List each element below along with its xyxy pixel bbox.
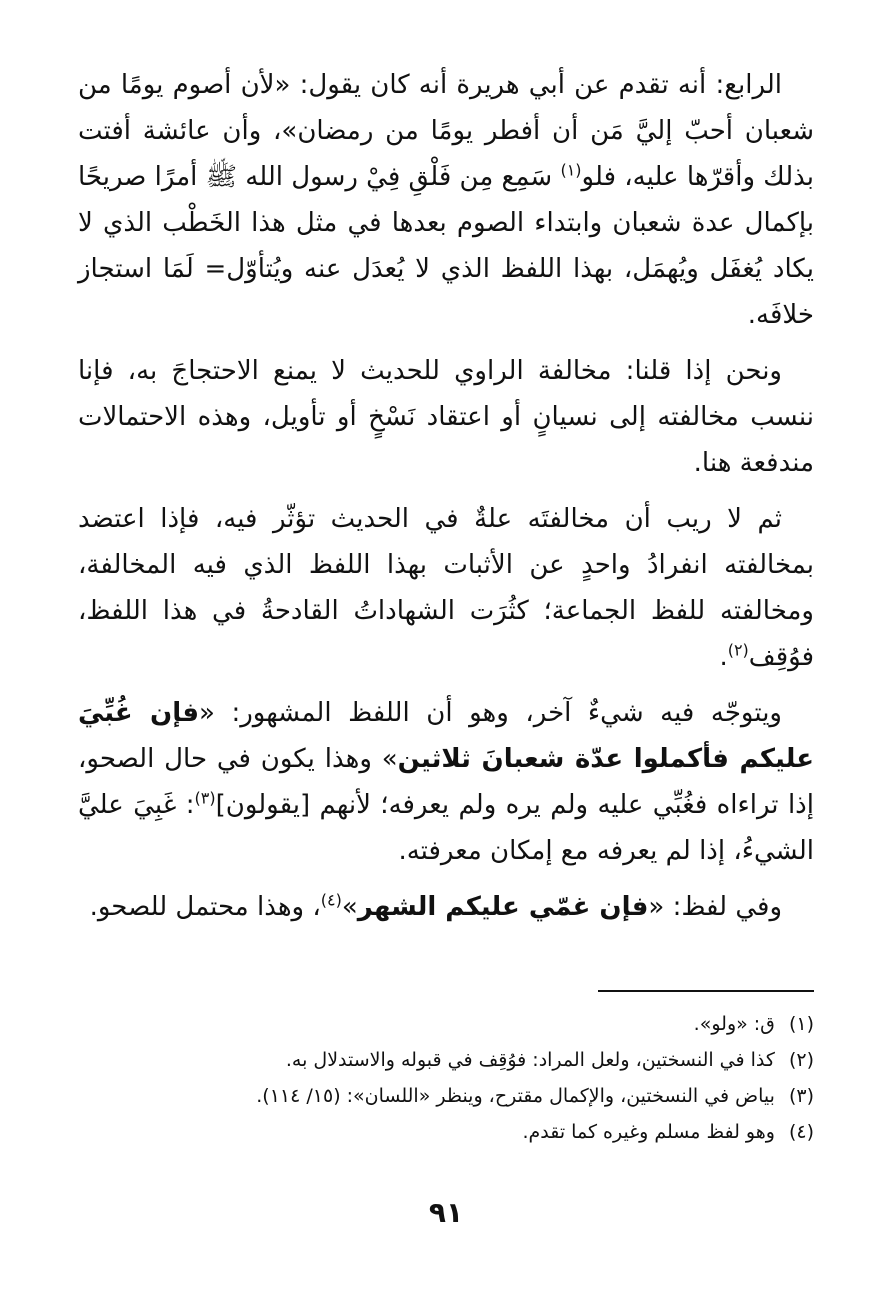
footnote-text: وهو لفظ مسلم وغيره كما تقدم. — [522, 1121, 775, 1143]
footnote-marker-2: (٢) — [727, 640, 749, 660]
paragraph-5-text-b: » — [341, 892, 358, 922]
footnote-separator — [598, 990, 814, 992]
footnote-2 — [78, 1042, 814, 1078]
paragraph-1-text-b: سَمِع مِن فَلْقِ فِيْ رسول الله ﷺ أمرًا صريحًا بإكمال عدة شعبان وابتداء الصوم بعدها في مثل هذا الخَطْب الذي لا يكاد يُغفَل ويُهمَل، بهذا اللفظ الذي لا يُعدَل عنه ويُتأوّل= لَمَا استجاز خلافَه. — [78, 162, 814, 330]
footnotes — [78, 1006, 814, 1150]
hadith-quote-2: فإن غمّي عليكم الشهر — [357, 892, 649, 922]
footnote-number: (٣) — [788, 1085, 814, 1107]
paragraph-4-text-b: » وهذا يكون في حال الصحو، إذا تراءاه فغُبِّي عليه ولم يره ولم يعرفه؛ لأنهم [يقولون] — [78, 744, 814, 820]
footnote-4 — [78, 1114, 814, 1150]
paragraph-3 — [78, 496, 814, 680]
paragraph-4-text-c: : غَبِيَ عليَّ الشيءُ، إذا لم يعرفه مع إمكان معرفته. — [78, 790, 814, 866]
footnote-text: بياض في النسختين، والإكمال مقترح، وينظر «اللسان»: (١٥/ ١١٤). — [256, 1085, 775, 1107]
paragraph-3-text-b: . — [719, 642, 728, 672]
paragraph-5-text-a: وفي لفظ: « — [648, 892, 782, 922]
footnote-1 — [78, 1006, 814, 1042]
paragraph-3-text-a: ثم لا ريب أن مخالفتَه علةٌ في الحديث تؤثّر فيه، فإذا اعتضد بمخالفته انفرادُ واحدٍ عن الأثبات بهذا اللفظ الذي فيه المخالفة، ومخالفته للفظ الجماعة؛ كثُرَت الشهاداتُ القادحةُ في هذا اللفظ، فوُقِف — [78, 504, 814, 672]
footnote-number: (١) — [788, 1013, 814, 1035]
paragraph-4-text-a: ويتوجّه فيه شيءٌ آخر، وهو أن اللفظ المشهور: « — [199, 698, 782, 728]
hadith-quote-1: فإن غُبِّيَ عليكم فأكملوا عدّة شعبانَ ثلاثين — [78, 698, 814, 774]
footnote-marker-1: (١) — [560, 160, 582, 180]
paragraph-1 — [78, 62, 814, 338]
footnote-number: (٤) — [788, 1121, 814, 1143]
paragraph-1-text-a: الرابع: أنه تقدم عن أبي هريرة أنه كان يقول: «لأن أصوم يومًا من شعبان أحبّ إليَّ مَن أن أفطر يومًا من رمضان»، وأن عائشة أفتت بذلك وأقرّها عليه، فلو — [78, 70, 814, 192]
footnote-marker-4: (٤) — [320, 890, 342, 910]
paragraph-5-text-c: ، وهذا محتمل للصحو. — [89, 892, 321, 922]
paragraph-5 — [78, 884, 814, 930]
paragraph-2 — [78, 348, 814, 486]
footnote-number: (٢) — [788, 1049, 814, 1071]
main-text — [78, 62, 814, 930]
footnote-3 — [78, 1078, 814, 1114]
footnote-text: ق: «ولو». — [693, 1013, 775, 1035]
footnote-text: كذا في النسختين، ولعل المراد: فوُقِف في قبوله والاستدلال به. — [285, 1049, 775, 1071]
paragraph-2-text: ونحن إذا قلنا: مخالفة الراوي للحديث لا يمنع الاحتجاجَ به، فإنا ننسب مخالفته إلى نسيانٍ أو اعتقاد نَسْخٍ أو تأويل، وهذه الاحتمالات مندفعة هنا. — [78, 356, 814, 478]
page-number: ٩١ — [428, 1196, 464, 1229]
paragraph-4 — [78, 690, 814, 874]
footnote-marker-3: (٣) — [194, 788, 216, 808]
